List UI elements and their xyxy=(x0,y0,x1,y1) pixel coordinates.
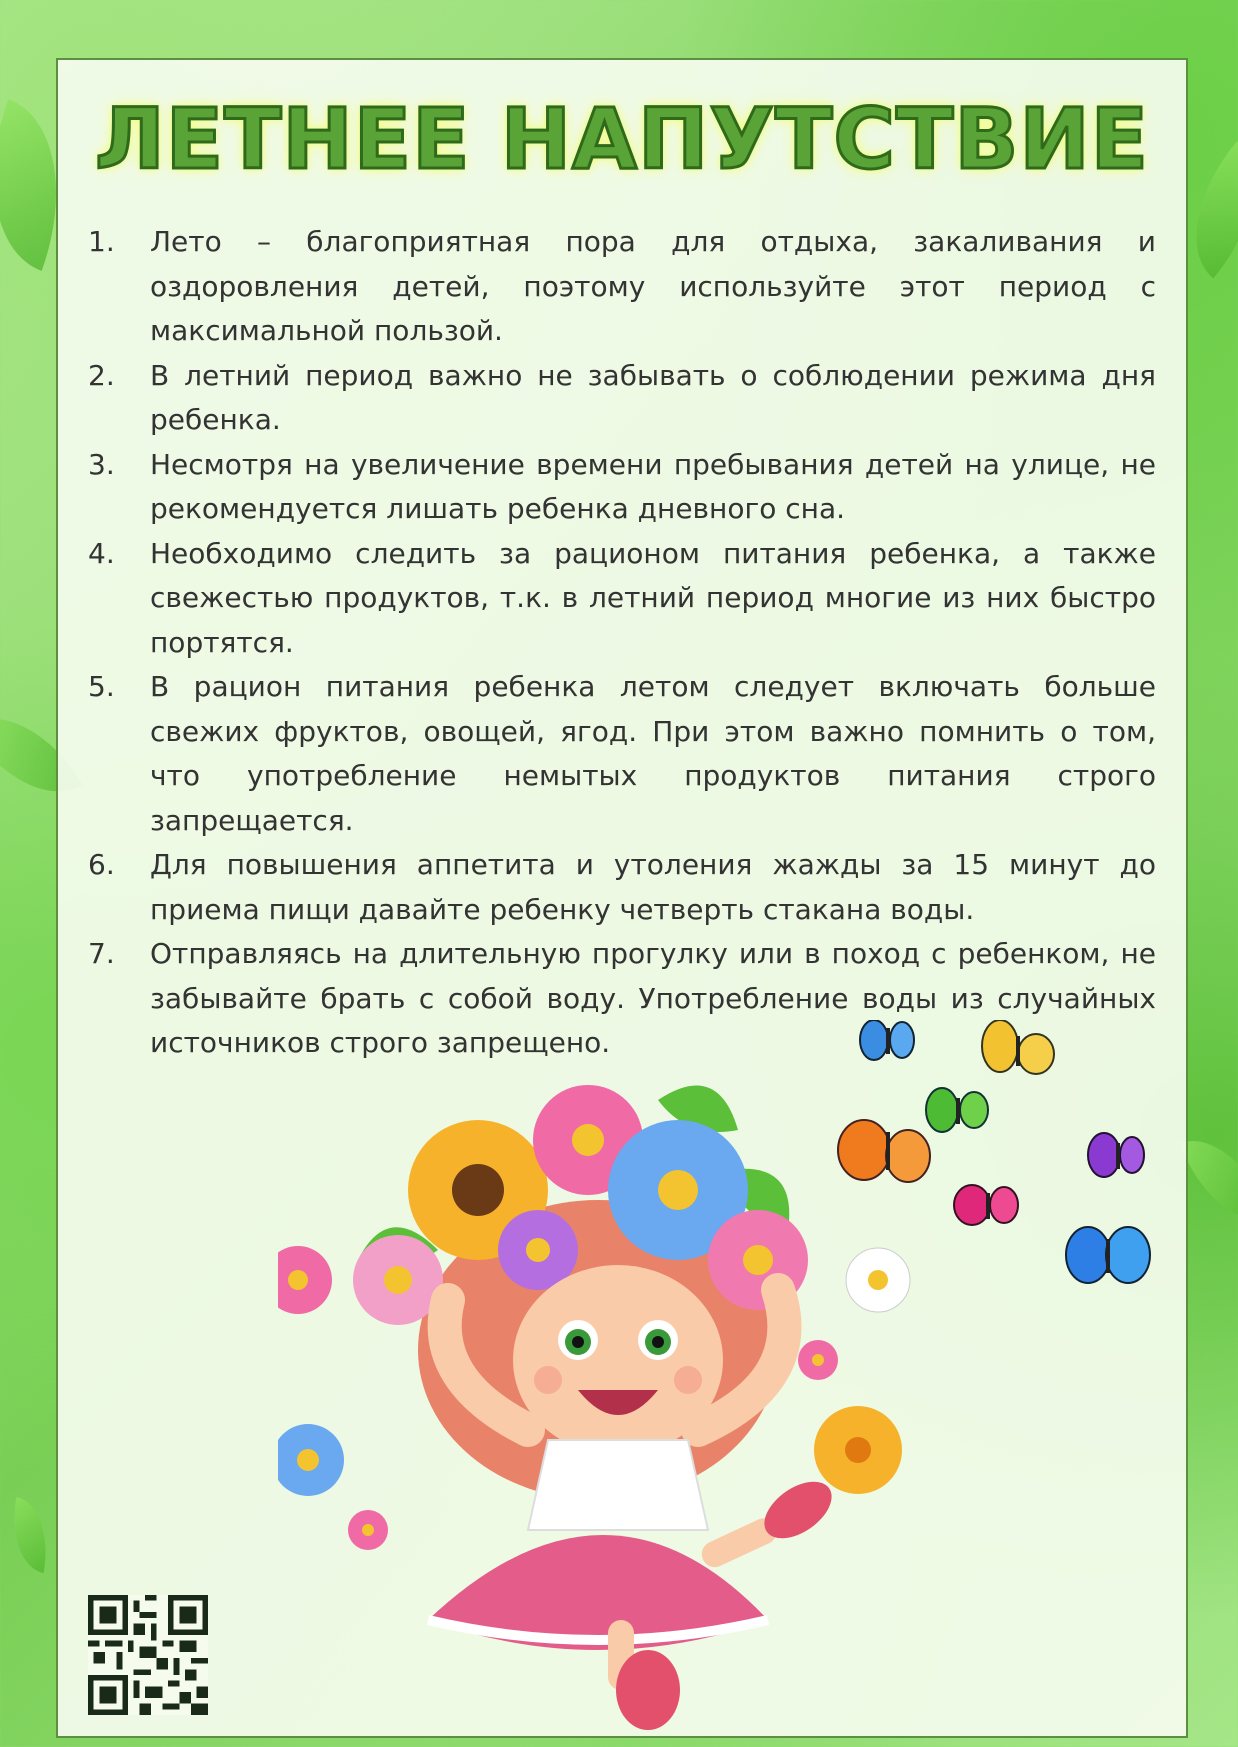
list-item xyxy=(88,532,1156,666)
list-item xyxy=(88,443,1156,532)
butterfly-icon xyxy=(860,1020,914,1060)
list-item xyxy=(88,354,1156,443)
item-number: 1. xyxy=(88,225,115,258)
list-item xyxy=(88,843,1156,932)
flower-icon xyxy=(814,1406,902,1494)
item-number: 7. xyxy=(88,937,115,970)
item-text: Отправляясь на длительную прогулку или в поход с ребенком, не забывайте брать с собой воду. Употребление воды из случайных источников строго запрещено. xyxy=(150,937,1156,1059)
flower-icon xyxy=(278,1246,332,1314)
flower-icon xyxy=(348,1510,388,1550)
page-title: ЛЕТНЕЕ НАПУТСТВИЕ xyxy=(94,90,1150,188)
item-text: Для повышения аппетита и утоления жажды за 15 минут до приема пищи давайте ребенку четверть стакана воды. xyxy=(150,848,1156,926)
flower-icon xyxy=(278,1424,344,1496)
list-item xyxy=(88,220,1156,354)
item-text: Лето – благоприятная пора для отдыха, закаливания и оздоровления детей, поэтому используйте этот период с максимальной пользой. xyxy=(150,225,1156,347)
item-number: 3. xyxy=(88,447,115,481)
item-number: 5. xyxy=(88,670,115,703)
item-number: 4. xyxy=(88,536,115,570)
butterfly-icon xyxy=(1066,1227,1150,1283)
item-text: Необходимо следить за рационом питания ребенка, а также свежестью продуктов, т.к. в летний период многие из них быстро портятся. xyxy=(150,536,1156,659)
item-text: В рацион питания ребенка летом следует включать больше свежих фруктов, овощей, ягод. При этом важно помнить о том, что употребление немытых продуктов питания строго запрещается. xyxy=(150,670,1156,837)
item-text: Несмотря на увеличение времени пребывания детей на улице, не рекомендуется лишать ребенка дневного сна. xyxy=(150,447,1156,525)
list-item xyxy=(88,665,1156,843)
advice-list xyxy=(88,220,1156,1066)
girl-with-flower-wreath-illustration xyxy=(278,1060,918,1730)
qr-code xyxy=(88,1595,208,1715)
content-panel xyxy=(56,58,1188,1738)
item-number: 6. xyxy=(88,848,115,881)
background-leaf xyxy=(4,1497,56,1573)
butterfly-icon xyxy=(1088,1133,1144,1177)
flower-icon xyxy=(798,1340,838,1380)
flower-icon xyxy=(846,1248,910,1312)
butterfly-icon xyxy=(926,1088,988,1132)
butterfly-icon xyxy=(982,1020,1054,1074)
item-text: В летний период важно не забывать о соблюдении режима дня ребенка. xyxy=(150,358,1156,436)
item-number: 2. xyxy=(88,358,115,392)
butterfly-icon xyxy=(954,1185,1018,1225)
